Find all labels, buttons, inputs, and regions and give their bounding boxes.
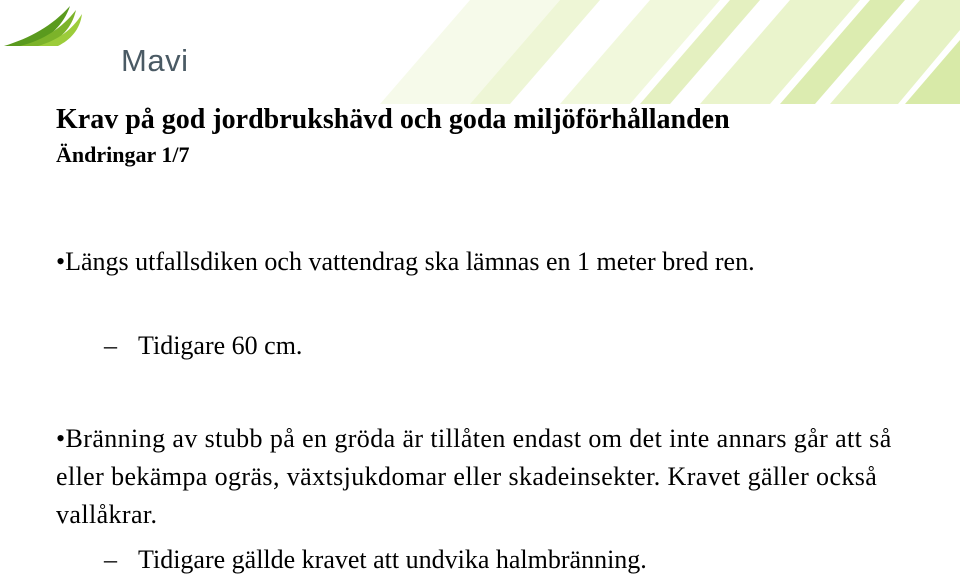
slide-subtitle: Ändringar 1/7	[56, 142, 190, 167]
bullet-item	[56, 243, 906, 281]
sub-bullet-item	[104, 327, 302, 365]
slide-title: Krav på god jordbrukshävd och goda miljöförhållanden	[56, 104, 730, 135]
bullet-item	[56, 420, 906, 534]
sub-bullet-marker: –	[104, 545, 117, 574]
bullet-text: Bränning av stubb på en gröda är tillåten endast om det inte annars går att så eller bekämpa ogräs, växtsjukdomar eller skadeinsekter. Kravet gäller också vallåkrar.	[56, 424, 892, 529]
sub-bullet-text: Tidigare gällde kravet att undvika halmbränning.	[138, 545, 647, 574]
logo-text: Mavi	[121, 43, 189, 78]
header-band	[0, 0, 960, 104]
bullet-marker: •	[56, 247, 66, 276]
bullet-text: Längs utfallsdiken och vattendrag ska lämnas en 1 meter bred ren.	[65, 247, 755, 276]
sub-bullet-text: Tidigare 60 cm.	[138, 331, 303, 360]
bullet-marker: •	[56, 424, 66, 453]
sub-bullet-marker: –	[104, 331, 117, 360]
sub-bullet-item	[104, 541, 647, 579]
